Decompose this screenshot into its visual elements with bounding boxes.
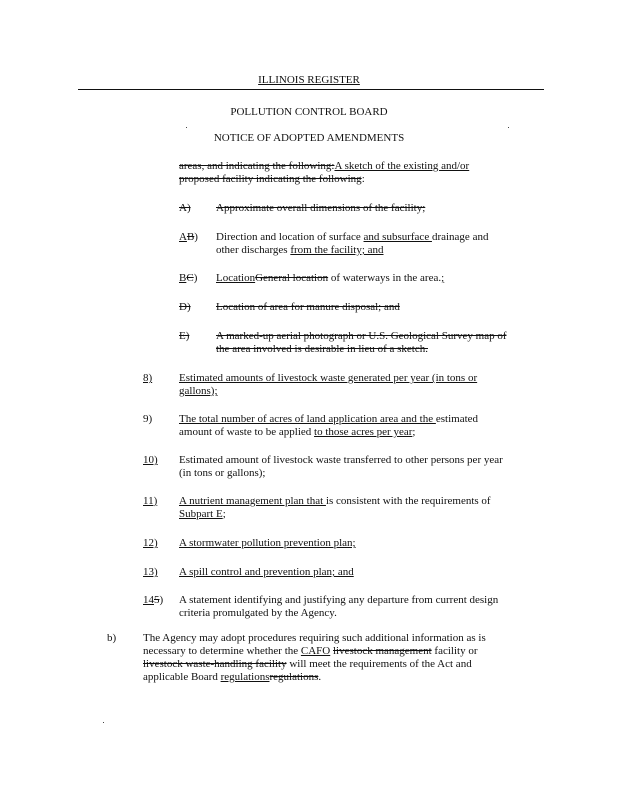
para-b-text: The Agency may adopt procedures requiring such additional information as is necessary to determine whether the CAFO livestock management facility or livestock waste-handling facility will meet the requirements of the Act and applicable Board regulationsregulations. xyxy=(143,632,486,683)
header-rule xyxy=(78,89,544,90)
register-title: ILLINOIS REGISTER xyxy=(258,74,360,86)
item-text: Estimated amount of livestock waste transferred to other persons per year (in tons or gallons); xyxy=(179,454,503,479)
item-text: A nutrient management plan that is consistent with the requirements of Subpart E; xyxy=(179,495,491,520)
subitem-label: D) xyxy=(179,301,191,313)
item-text: A spill control and prevention plan; and xyxy=(179,566,354,578)
item-label: 9) xyxy=(143,413,153,425)
speck xyxy=(103,722,104,723)
speck xyxy=(508,127,509,128)
item-text: A statement identifying and justifying any departure from current design criteria promulgated by the Agency. xyxy=(179,594,499,619)
board-title: POLLUTION CONTROL BOARD xyxy=(230,106,388,118)
item-text: The total number of acres of land application area and the estimated amount of waste to be applied to those acres per year; xyxy=(179,413,479,438)
subitem-text: Approximate overall dimensions of the facility; xyxy=(216,202,426,214)
intro-deleted: areas, and indicating the following: xyxy=(179,160,335,172)
subitem-label: E) xyxy=(179,330,190,342)
subitem-text: Direction and location of surface and subsurface drainage and other discharges from the facility; and xyxy=(216,231,489,256)
subitem-label: AB) xyxy=(179,231,198,243)
subitem-text: Location of area for manure disposal; and xyxy=(216,301,400,313)
item-text: Estimated amounts of livestock waste generated per year (in tons or gallons); xyxy=(179,372,478,397)
item-label: 11) xyxy=(143,495,158,507)
subitem-label: BC) xyxy=(179,272,198,284)
intro-inserted: A sketch of the existing and/or xyxy=(334,160,470,172)
speck xyxy=(186,127,187,128)
item-label: 8) xyxy=(143,372,153,384)
item-text: A stormwater pollution prevention plan; xyxy=(179,537,356,549)
intro-paragraph: areas, and indicating the following:A sketch of the existing and/or proposed facility indicating the following: xyxy=(179,160,470,185)
subitem-text: LocationGeneral location of waterways in the area.; xyxy=(216,272,445,284)
item-label: 145) xyxy=(143,594,164,606)
item-label: 12) xyxy=(143,537,158,549)
intro-deleted-2: proposed facility indicating the following xyxy=(179,173,362,185)
para-b-label: b) xyxy=(107,632,117,644)
item-label: 10) xyxy=(143,454,158,466)
subitem-label: A) xyxy=(179,202,191,214)
notice-title: NOTICE OF ADOPTED AMENDMENTS xyxy=(213,132,405,144)
subitem-text: A marked-up aerial photograph or U.S. Geological Survey map of the area involved is desirable in lieu of a sketch. xyxy=(216,330,507,355)
item-label: 13) xyxy=(143,566,158,578)
